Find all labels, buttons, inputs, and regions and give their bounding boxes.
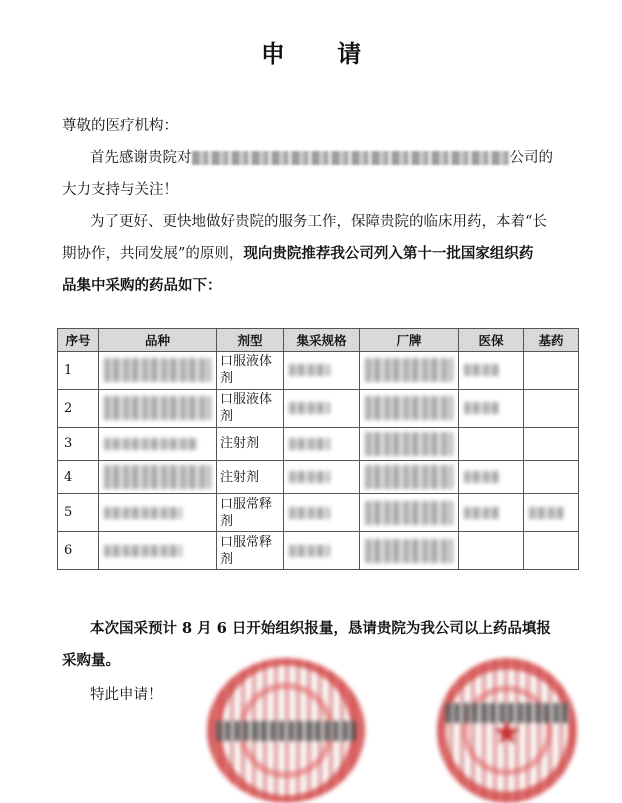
header-cell: 序号 [58,329,99,352]
row-number: 2 [58,389,99,427]
intro-after-company: 公司的 [509,150,553,166]
redacted-spec [284,427,360,460]
para2-line-1: 为了更好、更快地做好贵院的服务工作，保障贵院的临床用药，本着“长 [90,214,547,230]
redacted-insurance [459,494,524,532]
table-header-row [58,329,579,352]
header-cell: 厂牌 [360,329,459,352]
redacted-manufacturer [360,494,459,532]
drug-table [57,328,579,570]
redacted-spec [284,494,360,532]
redacted-manufacturer [360,427,459,460]
redacted-insurance [459,427,524,460]
table-row [58,494,579,532]
row-number: 4 [58,460,99,493]
row-number: 1 [58,352,99,390]
dosage-form: 注射剂 [217,427,284,460]
salutation: 尊敬的医疗机构： [62,118,178,134]
row-number: 3 [58,427,99,460]
redacted-manufacturer [360,460,459,493]
dosage-form: 口服常释剂 [217,532,284,570]
header-cell: 剂型 [217,329,284,352]
para2-line-2-bold: 现向贵院推荐我公司列入第十一批国家组织药 [243,245,534,262]
intro-line-1 [90,146,553,167]
row-number: 6 [58,532,99,570]
header-cell: 品种 [99,329,217,352]
redacted-variety [99,389,217,427]
header-cell: 基药 [524,329,579,352]
table-row [58,352,579,390]
page-title: 申 请 [260,40,384,68]
dosage-form: 注射剂 [217,460,284,493]
redacted-manufacturer [360,532,459,570]
redacted-essential-drug [524,494,579,532]
dosage-form: 口服液体剂 [217,389,284,427]
redacted-variety [99,460,217,493]
para3-line-1: 本次国采预计 8 月 6 日开始组织报量，恳请贵院为我公司以上药品填报 [90,620,551,637]
redacted-spec [284,460,360,493]
essential-drug-cell [524,389,579,427]
redacted-spec [284,532,360,570]
redacted-company-name [192,151,510,165]
redacted-variety [99,352,217,390]
intro-line-2: 大力支持与关注！ [62,182,178,198]
redacted-spec [284,389,360,427]
redacted-seal-text [216,721,355,741]
table-row [58,532,579,570]
essential-drug-cell [524,352,579,390]
closing: 特此申请！ [90,687,163,703]
header-cell: 医保 [459,329,524,352]
redacted-variety [99,427,217,460]
para2-line-2-normal: 期协作，共同发展”的原则， [62,246,244,262]
official-seal-stamp [437,658,577,803]
dosage-form: 口服常释剂 [217,494,284,532]
table-row [58,460,579,493]
redacted-spec [284,352,360,390]
table-row [58,389,579,427]
redacted-variety [99,532,217,570]
header-cell: 集采规格 [284,329,360,352]
redacted-insurance [459,352,524,390]
redacted-manufacturer [360,389,459,427]
row-number: 5 [58,494,99,532]
essential-drug-cell [524,460,579,493]
redacted-insurance [459,532,524,570]
company-seal-stamp [207,658,365,803]
dosage-form: 口服液体剂 [217,352,284,390]
para3-line-2: 采购量。 [62,652,120,669]
para2-line-3: 品集中采购的药品如下： [62,277,222,294]
table-row [58,427,579,460]
redacted-insurance [459,389,524,427]
intro-before-company: 首先感谢贵院对 [90,150,192,166]
essential-drug-cell [524,427,579,460]
essential-drug-cell [524,532,579,570]
redacted-insurance [459,460,524,493]
seal-star-icon: ★ [491,713,523,754]
redacted-variety [99,494,217,532]
para2-line-2 [62,242,533,263]
redacted-manufacturer [360,352,459,390]
